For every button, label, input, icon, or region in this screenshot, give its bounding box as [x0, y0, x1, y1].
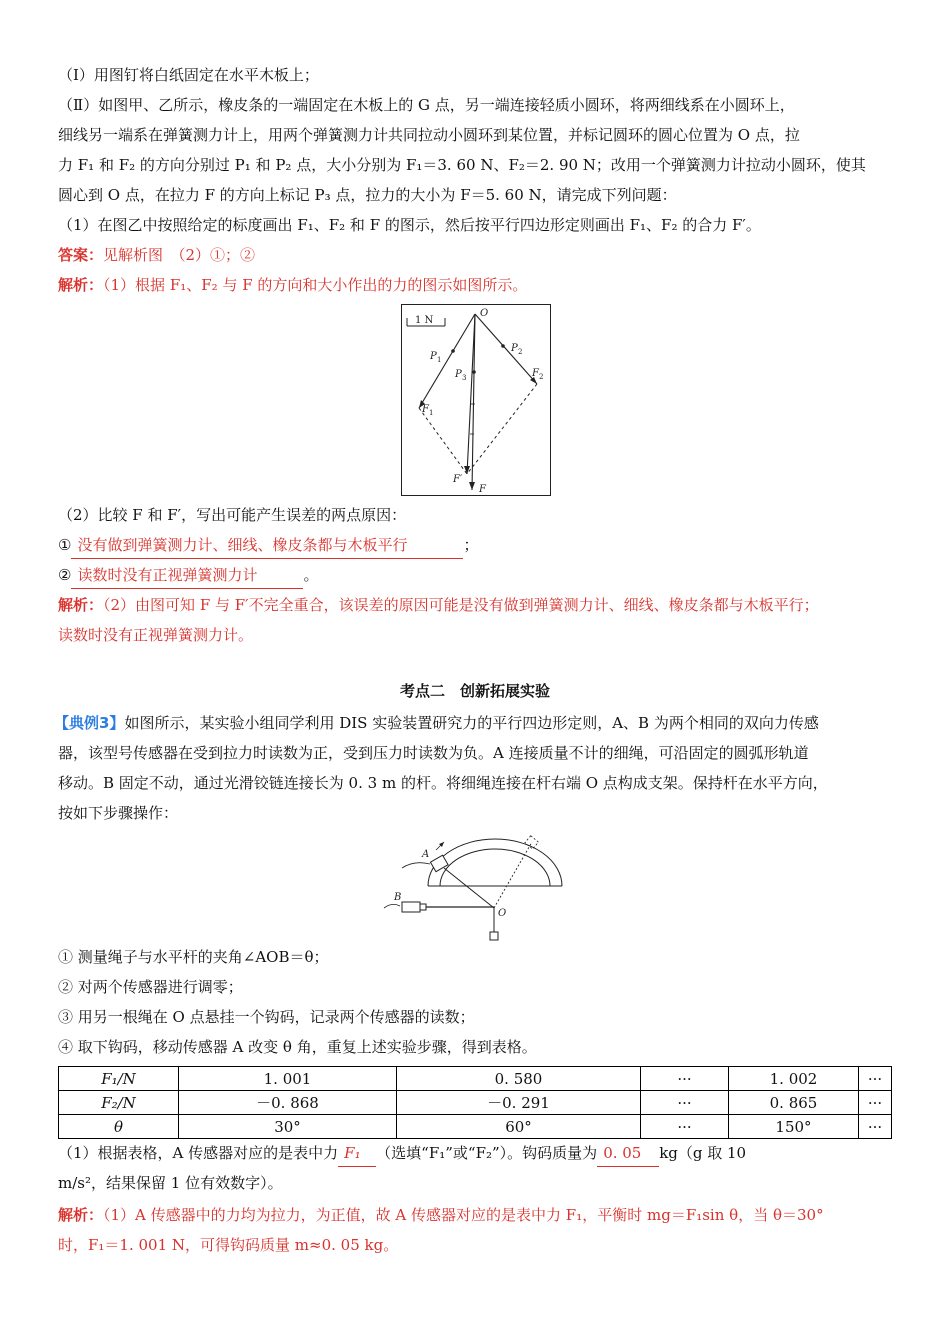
question-part-b: （选填“F₁”或“F₂”）。钩码质量为 — [376, 1144, 598, 1162]
analysis-3-text-1: （1）A 传感器中的力均为拉力，为正值，故 A 传感器对应的是表中力 F₁，平衡时 mg＝F₁sin θ，当 θ＝30° — [103, 1206, 824, 1224]
label-a: A — [422, 849, 430, 860]
step-2-line-4: 圆心到 O 点，在拉力 F 的方向上标记 P₃ 点，拉力的大小为 F＝5. 60 N，请完成下列问题： — [58, 186, 677, 204]
procedure-step-3: ③ 用另一根绳在 O 点悬挂一个钩码，记录两个传感器的读数； — [58, 1008, 475, 1026]
example-question-1 — [58, 1140, 910, 1167]
blank-mass-answer: 0. 05 — [597, 1140, 659, 1167]
procedure-step-1: ① 测量绳子与水平杆的夹角∠AOB＝θ； — [58, 948, 329, 966]
question-2: （2）比较 F 和 F′，写出可能产生误差的两点原因： — [58, 506, 407, 524]
intro-line-1 — [54, 710, 910, 736]
table-cell: 1. 002 — [729, 1067, 859, 1091]
arc-track-inner — [440, 849, 550, 886]
label-f1-sub: 1 — [429, 409, 434, 417]
arrowhead-fprime — [464, 466, 470, 474]
blank-1-answer: 没有做到弹簧测力计、细线、橡皮条都与木板平行 — [71, 532, 463, 559]
table-row — [59, 1091, 892, 1115]
table-cell: 60° — [397, 1115, 641, 1139]
row-header: F₁/N — [59, 1067, 179, 1091]
analysis-1-text: （1）根据 F₁、F₂ 与 F 的方向和大小作出的力的图示如图所示。 — [103, 276, 528, 294]
force-diagram — [401, 304, 551, 496]
label-p2-sub: 2 — [518, 348, 523, 356]
analysis-3-line-1 — [58, 1202, 910, 1228]
rope-dashed — [494, 842, 532, 908]
label-f2: F — [532, 368, 539, 379]
intro-line-2: 器，该型号传感器在受到拉力时读数为正，受到压力时读数为负。A 连接质量不计的细绳，可沿固定的圆弧形轨道 — [58, 744, 809, 762]
force-f2-line — [475, 314, 537, 384]
row-header: θ — [59, 1115, 179, 1139]
label-f1: F — [422, 404, 429, 415]
table-cell: ··· — [641, 1067, 729, 1091]
blank-1-prefix: ① — [58, 536, 72, 554]
apparatus-diagram — [382, 830, 567, 945]
procedure-step-4: ④ 取下钩码，移动传感器 A 改变 θ 角，重复上述实验步骤，得到表格。 — [58, 1038, 537, 1056]
label-fprime: F′ — [453, 474, 463, 485]
question-part-c: kg（g 取 10 — [659, 1144, 747, 1162]
table-cell: ··· — [859, 1115, 892, 1139]
table-cell: 0. 865 — [729, 1091, 859, 1115]
blank-2-prefix: ② — [58, 566, 72, 584]
label-p3-sub: 3 — [462, 374, 467, 382]
label-p3: P — [455, 369, 462, 380]
answer-text: 见解析图 （2）①；② — [103, 246, 256, 264]
point-p1 — [451, 349, 455, 353]
label-o: O — [480, 308, 489, 319]
analysis-label: 解析： — [58, 276, 104, 294]
label-p1: P — [430, 351, 437, 362]
table-cell: －0. 868 — [179, 1091, 397, 1115]
step-2-line-3: 力 F₁ 和 F₂ 的方向分别过 P₁ 和 P₂ 点，大小分别为 F₁＝3. 60 N、F₂＝2. 90 N；改用一个弹簧测力计拉动小圆环，使其 — [58, 156, 866, 174]
step-2-line-2: 细线另一端系在弹簧测力计上，用两个弹簧测力计共同拉动小圆环到某位置，并标记圆环的圆心位置为 O 点，拉 — [58, 126, 800, 144]
table-cell: ··· — [641, 1115, 729, 1139]
question-part-a: （1）根据表格，A 传感器对应的是表中力 — [58, 1144, 339, 1162]
row-header: F₂/N — [59, 1091, 179, 1115]
table-cell: 30° — [179, 1115, 397, 1139]
answer-label: 答案： — [58, 246, 104, 264]
table-cell: 0. 580 — [397, 1067, 641, 1091]
point-p2 — [501, 344, 505, 348]
force-f1-line — [419, 314, 475, 408]
table-cell: ··· — [859, 1091, 892, 1115]
answer-line — [58, 242, 910, 268]
analysis-2-line-2: 读数时没有正视弹簧测力计。 — [58, 626, 254, 644]
intro-line-4: 按如下步骤操作： — [58, 804, 179, 822]
analysis-2-line-1 — [58, 592, 910, 618]
blank-1-line — [58, 532, 910, 559]
analysis-1-line — [58, 272, 910, 298]
example-question-1-line-2: m/s²，结果保留 1 位有效数字）。 — [58, 1174, 283, 1192]
rope-a-o — [444, 868, 494, 908]
scale-label: 1 N — [415, 315, 434, 326]
dashed-side-1 — [419, 408, 467, 474]
label-p2: P — [511, 343, 518, 354]
analysis-3-line-2: 时，F₁＝1. 001 N，可得钩码质量 m≈0. 05 kg。 — [58, 1236, 399, 1254]
analysis-2-text-1: （2）由图可知 F 与 F′不完全重合，该误差的原因可能是没有做到弹簧测力计、细线、橡皮条都与木板平行； — [103, 596, 819, 614]
data-table — [58, 1066, 892, 1139]
blank-2-suffix: 。 — [303, 566, 319, 584]
sensor-b — [402, 902, 420, 912]
intro-text-1: 如图所示，某实验小组同学利用 DIS 实验装置研究力的平行四边形定则，A、B 为两个相同的双向力传感 — [124, 714, 819, 732]
blank-force-answer: F₁ — [338, 1140, 376, 1167]
table-cell: 150° — [729, 1115, 859, 1139]
arc-track-outer — [428, 839, 562, 886]
table-cell: －0. 291 — [397, 1091, 641, 1115]
label-o-point: O — [498, 908, 507, 919]
question-1: （1）在图乙中按照给定的标度画出 F₁、F₂ 和 F 的图示，然后按平行四边形定则画出 F₁、F₂ 的合力 F′。 — [58, 216, 761, 234]
blank-1-suffix: ； — [463, 536, 479, 554]
analysis-3-label: 解析： — [58, 1206, 104, 1224]
section-heading: 考点二 创新拓展实验 — [399, 682, 550, 700]
table-row — [59, 1115, 892, 1139]
intro-line-3: 移动。B 固定不动，通过光滑铰链连接长为 0. 3 m 的杆。将细绳连接在杆右端 O 点构成支架。保持杆在水平方向， — [58, 774, 828, 792]
sensor-b-cable — [384, 904, 400, 908]
label-f: F — [479, 484, 486, 495]
table-cell: ··· — [859, 1067, 892, 1091]
step-2-line-1: （Ⅱ）如图甲、乙所示，橡皮条的一端固定在木板上的 G 点，另一端连接轻质小圆环，将两细线系在小圆环上， — [58, 96, 795, 114]
blank-2-line — [58, 562, 910, 589]
table-cell: ··· — [641, 1091, 729, 1115]
procedure-step-2: ② 对两个传感器进行调零； — [58, 978, 243, 996]
blank-2-answer: 读数时没有正视弹簧测力计 — [71, 562, 303, 589]
example-tag: 【典例3】 — [54, 714, 125, 732]
point-p3 — [472, 370, 476, 374]
hook-weight — [490, 932, 498, 940]
table-row — [59, 1067, 892, 1091]
dashed-side-2 — [467, 384, 537, 474]
table-cell: 1. 001 — [179, 1067, 397, 1091]
label-p1-sub: 1 — [437, 356, 442, 364]
label-b: B — [394, 892, 402, 903]
sensor-a-cable — [402, 863, 430, 868]
arrowhead-f — [469, 482, 475, 490]
label-f2-sub: 2 — [539, 373, 544, 381]
step-1-text: （Ⅰ）用图钉将白纸固定在水平木板上； — [58, 66, 319, 84]
analysis-2-label: 解析： — [58, 596, 104, 614]
